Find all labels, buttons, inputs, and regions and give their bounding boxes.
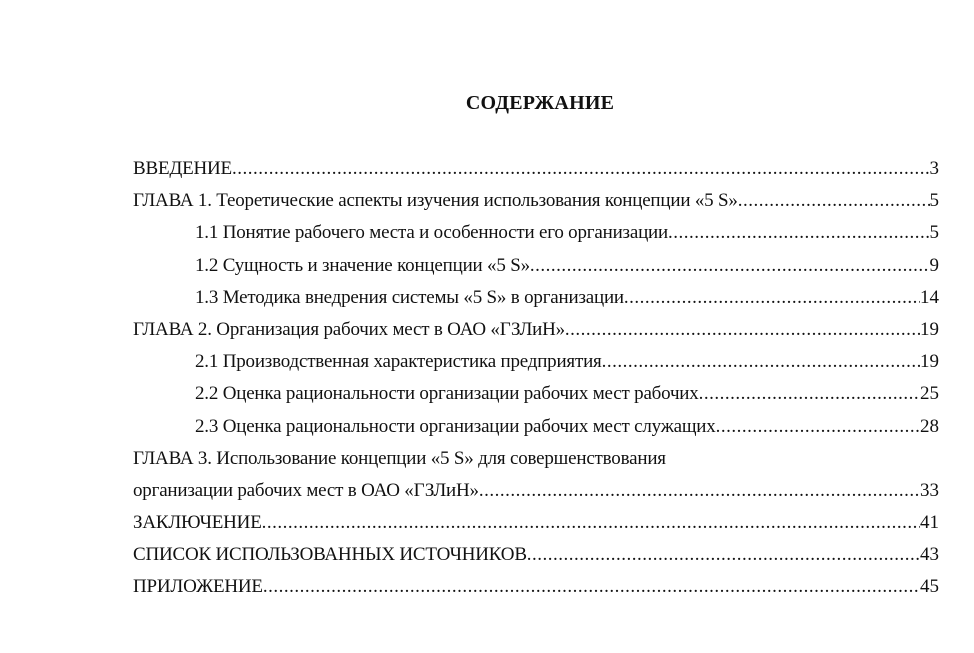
toc-entry-page: 33: [920, 479, 939, 501]
toc-leader-dots: [668, 217, 930, 249]
toc-entry-conclusion: [133, 507, 939, 539]
toc-entry-section-2-2: [133, 378, 939, 410]
toc-entry-label: ГЛАВА 2. Организация рабочих мест в ОАО «ГЗЛиН»: [133, 318, 565, 340]
toc-entry-label: 1.2 Сущность и значение концепции «5 S»: [195, 254, 530, 276]
toc-entry-page: 9: [929, 254, 939, 276]
toc-entry-chapter-2: [133, 314, 939, 346]
toc-entry-label: организации рабочих мест в ОАО «ГЗЛиН»: [133, 479, 479, 501]
toc-leader-dots: [738, 185, 930, 217]
toc-entry-label: ПРИЛОЖЕНИЕ: [133, 576, 263, 598]
toc-entry-chapter-1: [133, 185, 939, 217]
toc-entry-label: ВВЕДЕНИЕ: [133, 158, 232, 179]
toc-entry-label: 1.1 Понятие рабочего места и особенности его организации: [195, 222, 668, 244]
toc-entry-appendix: [133, 571, 939, 603]
toc-entry-page: 43: [920, 544, 939, 566]
toc-entry-section-2-1: [133, 346, 939, 378]
toc-leader-dots: [624, 282, 920, 314]
toc-leader-dots: [232, 153, 930, 185]
toc-entry-introduction: [133, 153, 939, 185]
toc-entry-label: 2.1 Производственная характеристика предприятия: [195, 351, 602, 373]
toc-leader-dots: [263, 571, 920, 603]
toc-title: СОДЕРЖАНИЕ: [465, 92, 615, 114]
toc-entry-page: 25: [920, 383, 939, 405]
toc-entry-page: 45: [920, 576, 939, 598]
toc-entry-section-1-1: [133, 217, 939, 249]
toc-entry-label: 1.3 Методика внедрения системы «5 S» в организации: [195, 286, 624, 308]
toc-entry-page: 19: [920, 318, 939, 340]
toc-entry-label: ГЛАВА 3. Использование концепции «5 S» для совершенствования: [133, 447, 666, 469]
toc-entry-label: СПИСОК ИСПОЛЬЗОВАННЫХ ИСТОЧНИКОВ: [133, 544, 527, 566]
toc-entry-page: 5: [929, 190, 939, 212]
toc-leader-dots: [602, 346, 920, 378]
toc-entry-label: ГЛАВА 1. Теоретические аспекты изучения использования концепции «5 S»: [133, 190, 738, 212]
toc-leader-dots: [716, 411, 920, 443]
toc-entry-section-1-3: [133, 282, 939, 314]
toc-entry-section-1-2: [133, 250, 939, 282]
toc-entry-label: 2.2 Оценка рациональности организации рабочих мест рабочих: [195, 383, 699, 405]
toc-entry-page: 3: [929, 158, 939, 179]
toc-entry-label: 2.3 Оценка рациональности организации рабочих мест служащих: [195, 415, 716, 437]
toc-leader-dots: [262, 507, 920, 539]
toc-entry-page: 28: [920, 415, 939, 437]
toc-entry-references: [133, 539, 939, 571]
toc-entry-page: 19: [920, 351, 939, 373]
toc-leader-dots: [479, 475, 920, 507]
toc-leader-dots: [530, 250, 930, 282]
toc-leader-dots: [565, 314, 920, 346]
table-of-contents: [133, 153, 939, 604]
toc-entry-chapter-3-cont: [133, 475, 939, 507]
toc-entry-page: 5: [929, 222, 939, 244]
toc-leader-dots: [527, 539, 920, 571]
toc-leader-dots: [699, 378, 920, 410]
toc-entry-chapter-3: [133, 443, 939, 475]
toc-entry-label: ЗАКЛЮЧЕНИЕ: [133, 512, 262, 534]
toc-entry-page: 14: [920, 286, 939, 308]
toc-entry-section-2-3: [133, 411, 939, 443]
toc-entry-page: 41: [920, 512, 939, 534]
